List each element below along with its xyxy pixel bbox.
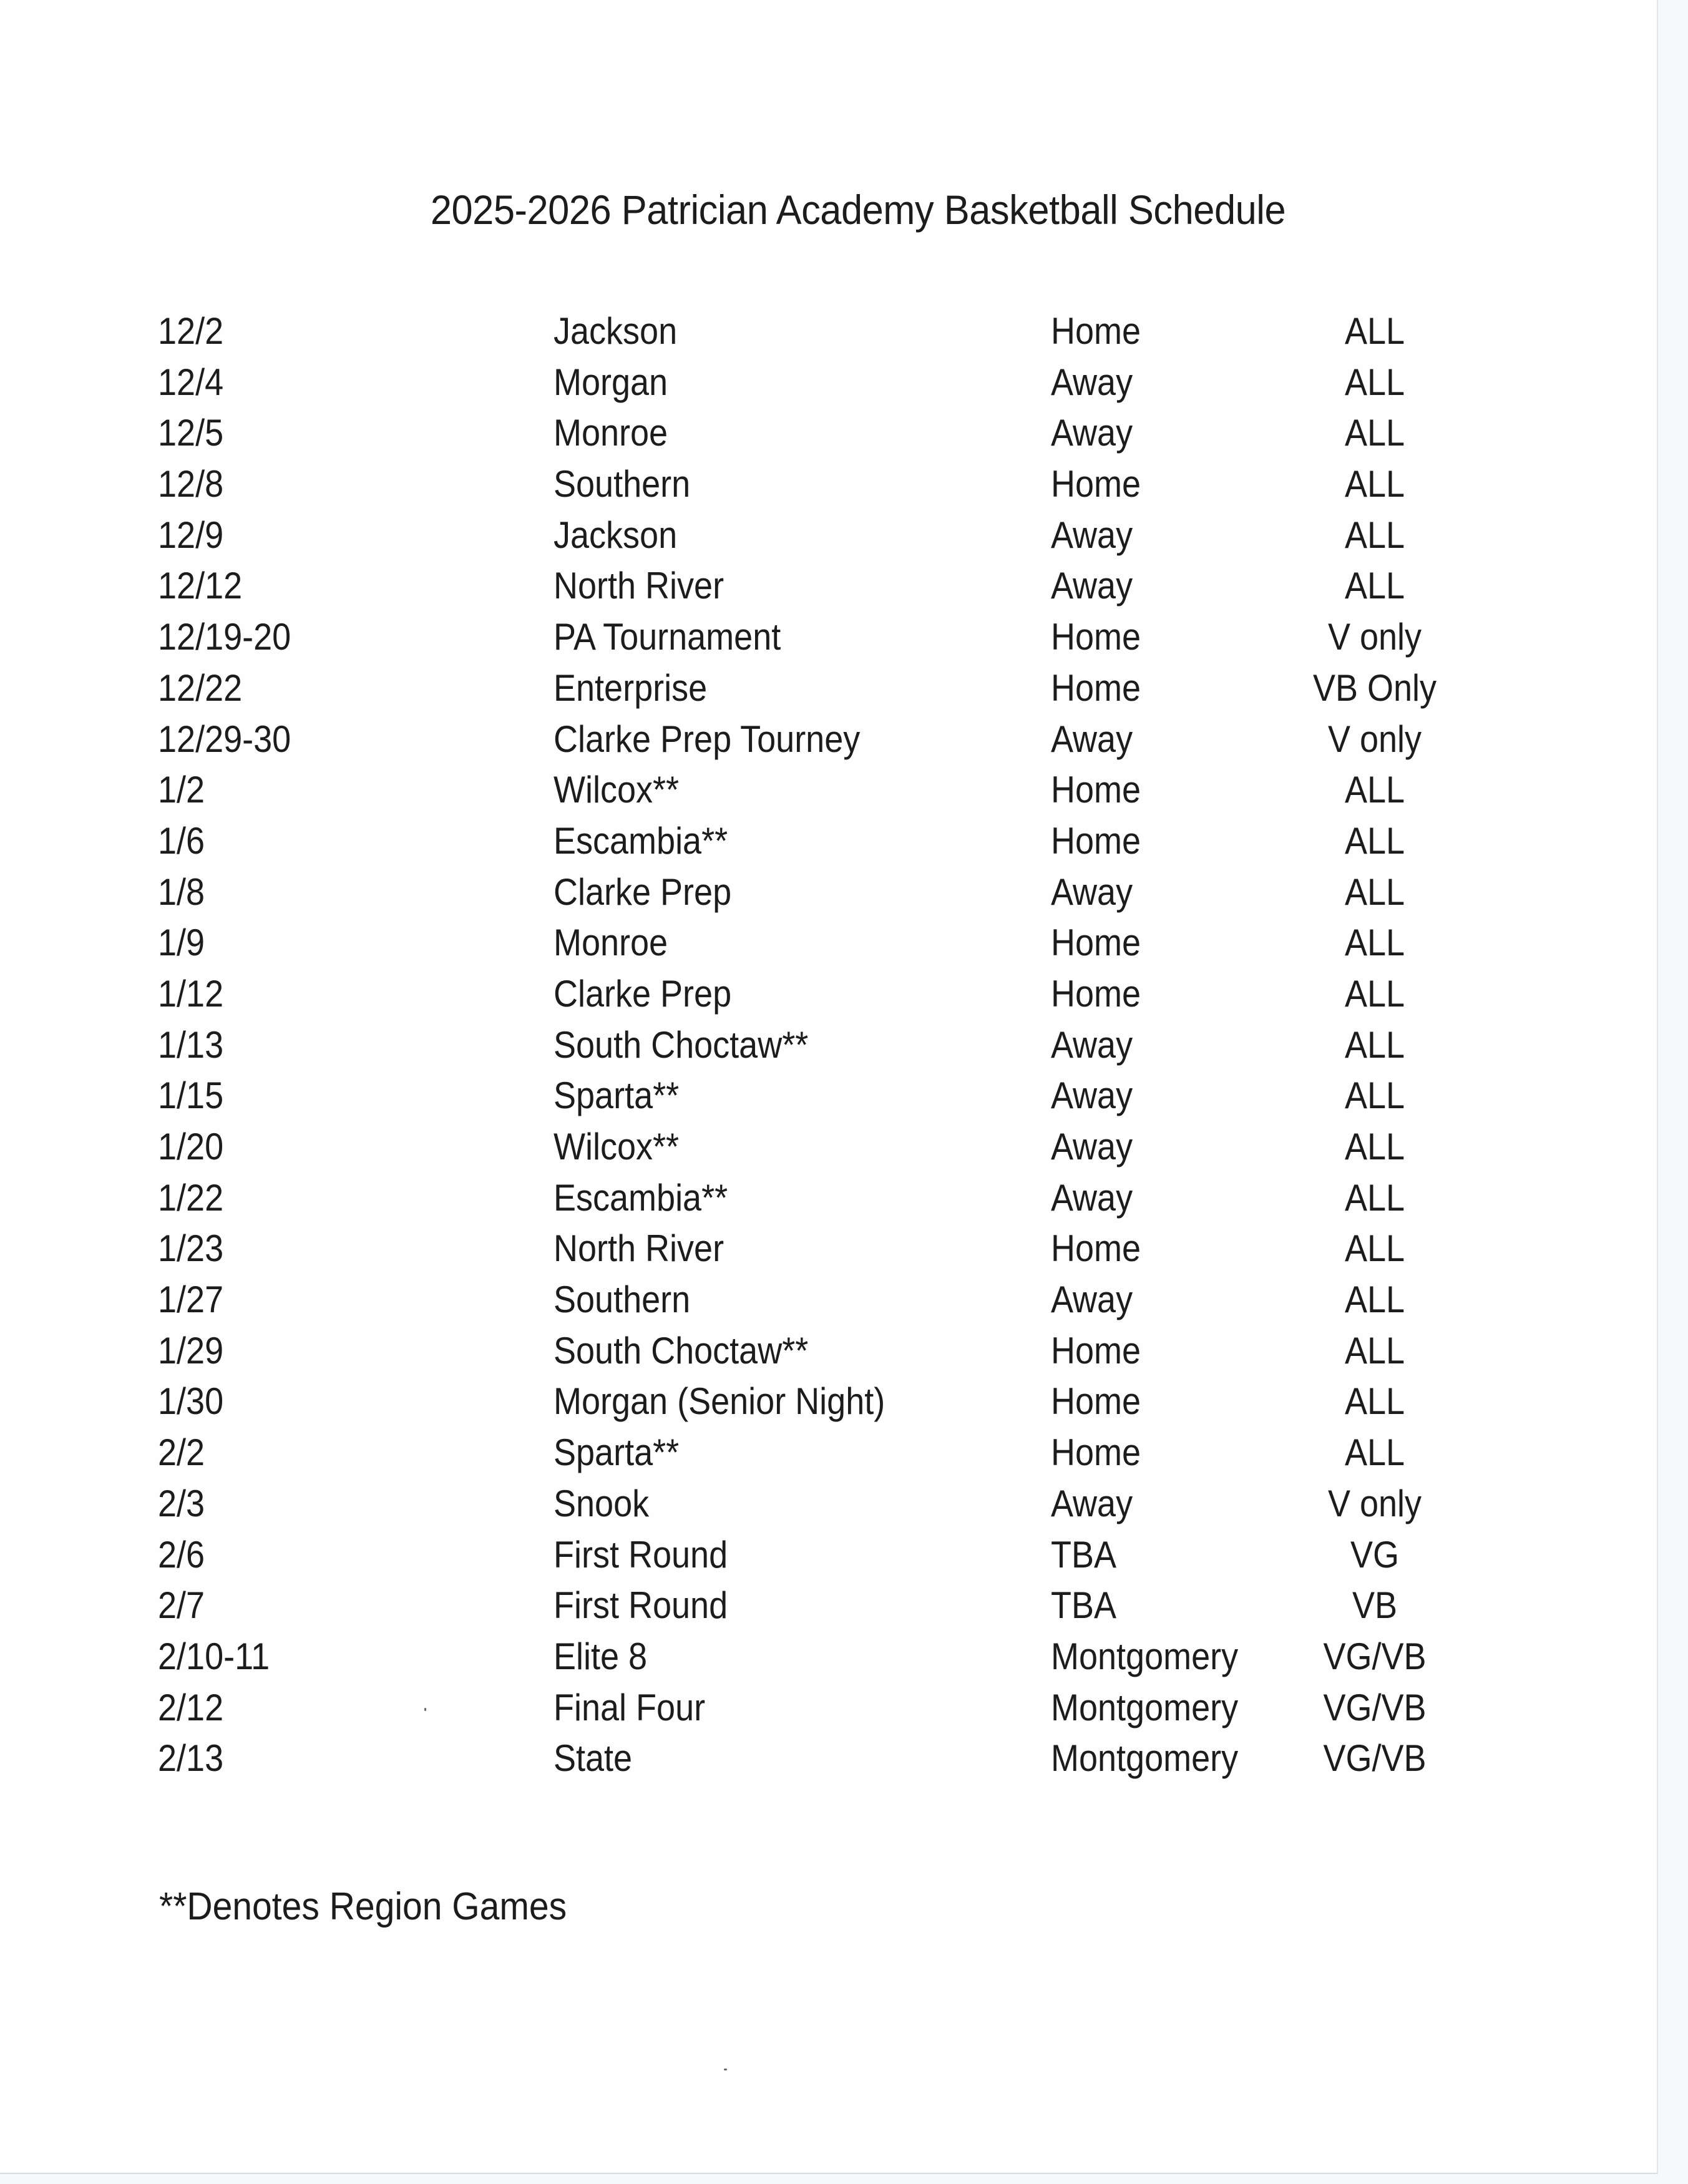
game-opponent: Southern [554, 1279, 691, 1321]
game-teams: ALL [1344, 972, 1405, 1015]
game-date: 12/19-20 [158, 616, 291, 658]
schedule-row [158, 351, 1531, 402]
game-teams: ALL [1344, 412, 1405, 454]
game-opponent: Wilcox** [554, 769, 680, 811]
game-teams: ALL [1344, 310, 1405, 352]
schedule-row [158, 401, 1531, 452]
game-date: 1/9 [158, 922, 205, 964]
game-opponent: North River [554, 1227, 724, 1270]
game-location: TBA [1051, 1533, 1117, 1576]
game-location: Away [1051, 1279, 1133, 1321]
schedule-row [158, 1472, 1531, 1523]
game-teams: ALL [1344, 514, 1405, 556]
schedule-row [158, 1421, 1531, 1472]
game-location: Montgomery [1051, 1737, 1239, 1780]
game-opponent: State [554, 1737, 633, 1780]
schedule-row [158, 1319, 1531, 1370]
schedule-row [158, 605, 1531, 656]
game-opponent: Morgan (Senior Night) [554, 1380, 885, 1423]
game-location: Home [1051, 463, 1141, 505]
game-teams: VB Only [1312, 666, 1437, 709]
game-date: 12/9 [158, 514, 224, 556]
game-location: Away [1051, 361, 1133, 403]
game-location: Home [1051, 922, 1141, 964]
game-opponent: Final Four [554, 1686, 706, 1728]
game-teams: V only [1327, 616, 1422, 658]
schedule-row [158, 452, 1531, 504]
game-date: 1/2 [158, 769, 205, 811]
schedule-row [158, 300, 1531, 351]
schedule-row [158, 809, 1531, 860]
schedule-row [158, 1727, 1531, 1778]
game-opponent: Escambia** [554, 819, 728, 862]
game-opponent: Jackson [554, 514, 678, 556]
game-teams: VG/VB [1323, 1686, 1427, 1728]
game-teams: ALL [1344, 1126, 1405, 1168]
game-teams: V only [1327, 718, 1422, 760]
schedule-row [158, 1574, 1531, 1625]
game-teams: ALL [1344, 1176, 1405, 1219]
schedule-row [158, 656, 1531, 708]
game-date: 12/12 [158, 565, 243, 607]
schedule-row [158, 1676, 1531, 1727]
game-opponent: Sparta** [554, 1075, 680, 1117]
game-date: 2/2 [158, 1431, 205, 1474]
game-location: Home [1051, 310, 1141, 352]
game-date: 12/22 [158, 666, 243, 709]
game-location: Away [1051, 1176, 1133, 1219]
game-opponent: PA Tournament [554, 616, 781, 658]
game-date: 1/8 [158, 870, 205, 913]
schedule-row [158, 1268, 1531, 1319]
game-date: 2/3 [158, 1482, 205, 1524]
game-teams: ALL [1344, 1227, 1405, 1270]
game-location: Home [1051, 769, 1141, 811]
game-teams: V only [1327, 1482, 1422, 1524]
game-teams: ALL [1344, 463, 1405, 505]
game-teams: ALL [1344, 565, 1405, 607]
game-date: 2/12 [158, 1686, 224, 1728]
game-date: 1/27 [158, 1279, 224, 1321]
game-location: Home [1051, 616, 1141, 658]
game-date: 2/13 [158, 1737, 224, 1780]
game-location: Away [1051, 514, 1133, 556]
game-teams: ALL [1344, 819, 1405, 862]
game-location: Home [1051, 1431, 1141, 1474]
game-teams: ALL [1344, 1380, 1405, 1423]
game-teams: VG [1350, 1533, 1400, 1576]
game-opponent: Enterprise [554, 666, 708, 709]
game-date: 1/6 [158, 819, 205, 862]
game-location: Away [1051, 1482, 1133, 1524]
scan-speck [424, 1708, 426, 1711]
game-opponent: Clarke Prep [554, 870, 732, 913]
schedule-row [158, 1370, 1531, 1421]
game-opponent: South Choctaw** [554, 1023, 809, 1066]
schedule-row [158, 1523, 1531, 1574]
game-location: Away [1051, 870, 1133, 913]
schedule-row [158, 962, 1531, 1013]
game-opponent: Snook [554, 1482, 650, 1524]
game-location: Home [1051, 1329, 1141, 1372]
game-opponent: Wilcox** [554, 1126, 680, 1168]
game-opponent: South Choctaw** [554, 1329, 809, 1372]
schedule-table [158, 300, 1531, 1778]
game-location: Away [1051, 1075, 1133, 1117]
game-date: 2/6 [158, 1533, 205, 1576]
game-location: Home [1051, 972, 1141, 1015]
schedule-row [158, 758, 1531, 809]
schedule-row [158, 1115, 1531, 1166]
game-date: 2/7 [158, 1584, 205, 1627]
game-location: Home [1051, 1380, 1141, 1423]
game-opponent: Sparta** [554, 1431, 680, 1474]
game-date: 12/4 [158, 361, 224, 403]
schedule-row [158, 1166, 1531, 1217]
game-teams: ALL [1344, 922, 1405, 964]
game-date: 2/10-11 [158, 1635, 270, 1677]
schedule-row [158, 911, 1531, 962]
game-teams: ALL [1344, 1329, 1405, 1372]
game-teams: ALL [1344, 1279, 1405, 1321]
game-date: 12/2 [158, 310, 224, 352]
game-opponent: Jackson [554, 310, 678, 352]
schedule-row [158, 860, 1531, 912]
game-teams: VG/VB [1323, 1635, 1427, 1677]
game-date: 1/13 [158, 1023, 224, 1066]
game-date: 12/5 [158, 412, 224, 454]
game-opponent: Elite 8 [554, 1635, 648, 1677]
game-location: Montgomery [1051, 1635, 1239, 1677]
schedule-row [158, 1217, 1531, 1268]
game-location: Home [1051, 666, 1141, 709]
schedule-row [158, 1013, 1531, 1065]
game-date: 12/29-30 [158, 718, 291, 760]
game-opponent: First Round [554, 1584, 728, 1627]
schedule-row [158, 708, 1531, 759]
game-teams: ALL [1344, 361, 1405, 403]
schedule-row [158, 1064, 1531, 1115]
game-opponent: Clarke Prep [554, 972, 732, 1015]
game-opponent: Monroe [554, 922, 668, 964]
game-teams: ALL [1344, 870, 1405, 913]
game-opponent: Morgan [554, 361, 668, 403]
game-teams: ALL [1344, 1431, 1405, 1474]
game-location: Away [1051, 412, 1133, 454]
game-location: TBA [1051, 1584, 1117, 1627]
game-opponent: North River [554, 565, 724, 607]
game-teams: VG/VB [1323, 1737, 1427, 1780]
schedule-row [158, 504, 1531, 555]
game-location: Away [1051, 1023, 1133, 1066]
page-title: 2025-2026 Patrician Academy Basketball Schedule [430, 187, 1286, 233]
game-date: 1/12 [158, 972, 224, 1015]
game-opponent: Escambia** [554, 1176, 728, 1219]
game-date: 1/23 [158, 1227, 224, 1270]
region-games-footnote: **Denotes Region Games [159, 1885, 567, 1928]
game-location: Away [1051, 718, 1133, 760]
game-teams: ALL [1344, 1023, 1405, 1066]
game-teams: ALL [1344, 769, 1405, 811]
game-opponent: Southern [554, 463, 691, 505]
game-opponent: Monroe [554, 412, 668, 454]
game-date: 1/22 [158, 1176, 224, 1219]
game-location: Montgomery [1051, 1686, 1239, 1728]
game-teams: VB [1352, 1584, 1398, 1627]
game-location: Away [1051, 1126, 1133, 1168]
scan-speck [724, 2069, 727, 2070]
game-location: Home [1051, 819, 1141, 862]
game-date: 1/29 [158, 1329, 224, 1372]
game-date: 1/20 [158, 1126, 224, 1168]
game-opponent: First Round [554, 1533, 728, 1576]
game-location: Home [1051, 1227, 1141, 1270]
game-date: 1/30 [158, 1380, 224, 1423]
game-teams: ALL [1344, 1075, 1405, 1117]
schedule-row [158, 1625, 1531, 1676]
game-date: 1/15 [158, 1075, 224, 1117]
game-opponent: Clarke Prep Tourney [554, 718, 861, 760]
game-date: 12/8 [158, 463, 224, 505]
schedule-row [158, 554, 1531, 605]
game-location: Away [1051, 565, 1133, 607]
